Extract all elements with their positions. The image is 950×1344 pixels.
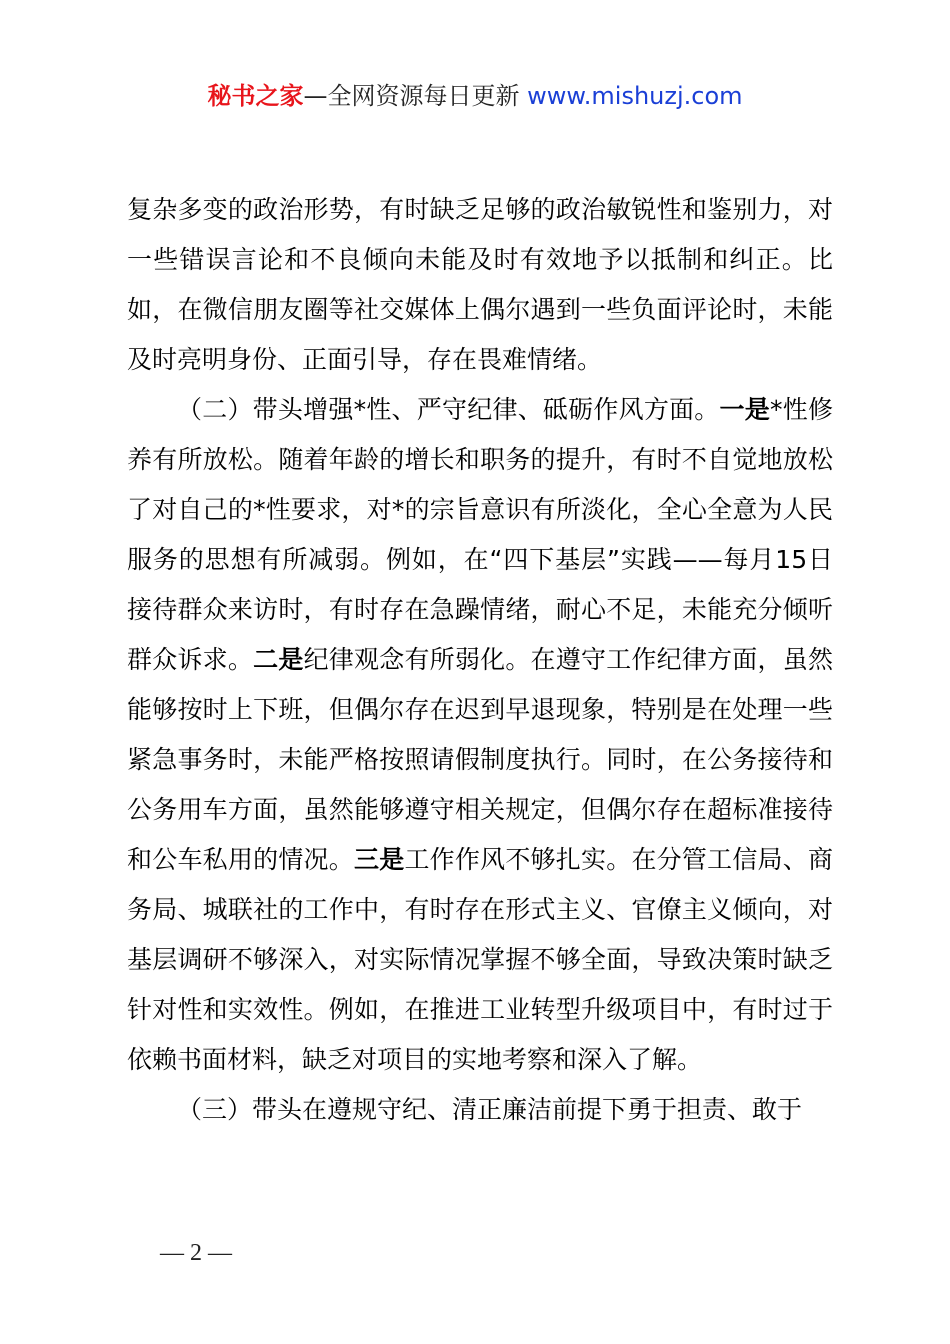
text-run: *性修养有所放松。随着年龄的增长和职务的提升，有时不自觉地放松了对自己的*性要求，对*的宗旨意识有所淡化，全心全意为人民服务的思想有所减弱。例如，在“四下基层”实践——每月15日接待群众来访时，有时存在急躁情绪，耐心不足，未能充分倾听群众诉求。 <box>127 395 833 674</box>
text-run: 复杂多变的政治形势，有时缺乏足够的政治敏锐性和鉴别力，对一些错误言论和不良倾向未能及时有效地予以抵制和纠正。比如，在微信朋友圈等社交媒体上偶尔遇到一些负面评论时，未能及时亮明身份、正面引导，存在畏难情绪。 <box>127 195 833 374</box>
text-run: 工作作风不够扎实。在分管工信局、商务局、城联社的工作中，有时存在形式主义、官僚主义倾向，对基层调研不够深入，对实际情况掌握不够全面，导致决策时缺乏针对性和实效性。例如，在推进工业转型升级项目中，有时过于依赖书面材料，缺乏对项目的实地考察和深入了解。 <box>127 845 833 1074</box>
paragraph <box>127 185 833 385</box>
header-slogan: —全网资源每日更新 <box>303 82 520 110</box>
brand-name: 秘书之家 <box>207 82 304 110</box>
bold-lead: 二是 <box>253 645 304 674</box>
paragraph <box>127 385 833 1085</box>
paragraph <box>127 1085 833 1135</box>
document-body <box>127 185 833 1135</box>
text-run: （二）带头增强*性、严守纪律、砥砺作风方面。 <box>177 395 720 424</box>
page-number: — 2 — <box>160 1240 232 1266</box>
site-header <box>0 78 950 114</box>
text-run: （三）带头在遵规守纪、清正廉洁前提下勇于担责、敢于 <box>177 1095 803 1124</box>
text-run: 纪律观念有所弱化。在遵守工作纪律方面，虽然能够按时上下班，但偶尔存在迟到早退现象，特别是在处理一些紧急事务时，未能严格按照请假制度执行。同时，在公务接待和公务用车方面，虽然能够遵守相关规定，但偶尔存在超标准接待和公车私用的情况。 <box>127 645 833 874</box>
header-url[interactable]: www.mishuzj.com <box>527 82 743 110</box>
bold-lead: 三是 <box>354 845 405 874</box>
bold-lead: 一是 <box>719 395 771 424</box>
